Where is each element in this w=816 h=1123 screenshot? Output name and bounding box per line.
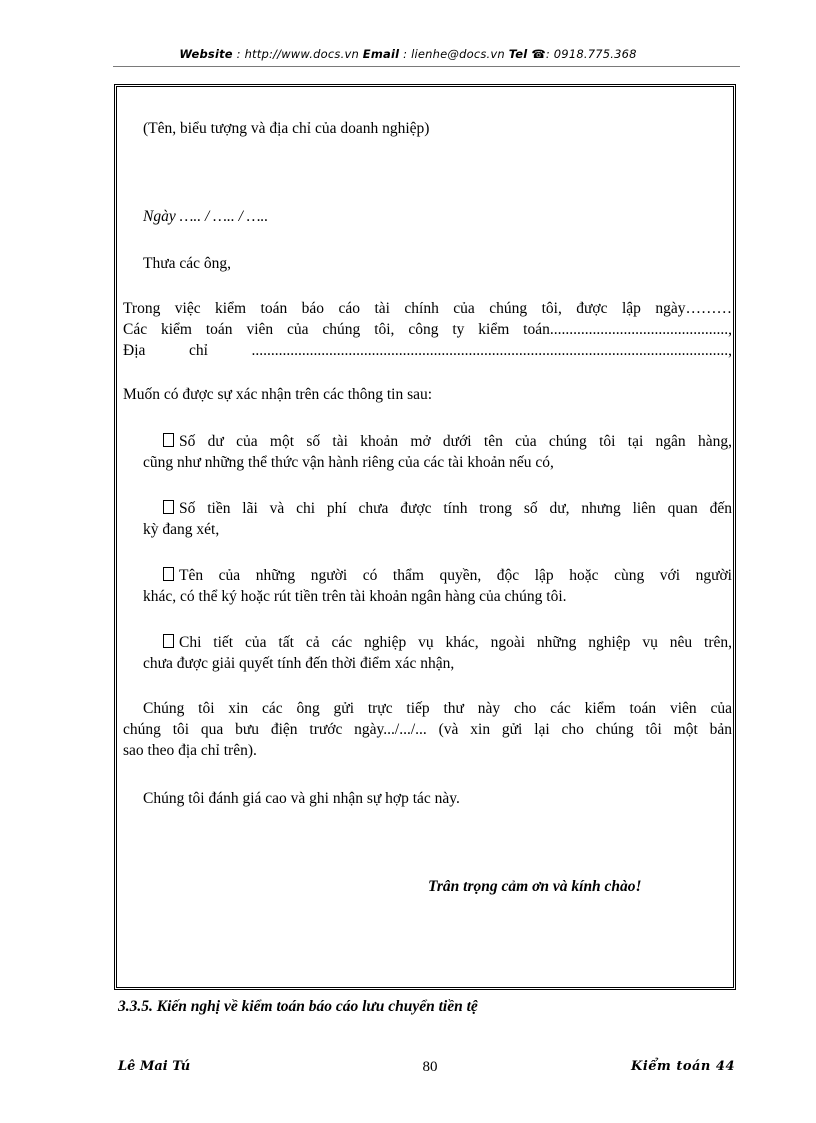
- tel-label: Tel: [508, 47, 528, 61]
- email-label: Email: [362, 47, 400, 61]
- item-3-line-1: Tên của những người có thẩm quyền, độc lập hoặc cùng với người: [163, 565, 732, 586]
- intro-line-1: Trong việc kiểm toán báo cáo tài chính của chúng tôi, được lập ngày………: [123, 300, 732, 317]
- closing-line: Trân trọng cảm ơn và kính chào!: [428, 878, 642, 895]
- item-4-line-2: chưa được giải quyết tính đến thời điểm xác nhận,: [143, 655, 455, 672]
- company-placeholder: (Tên, biểu tượng và địa chỉ của doanh nghiệp): [143, 120, 430, 137]
- request-line: Muốn có được sự xác nhận trên các thông tin sau:: [123, 386, 433, 403]
- website-value: : http://www.docs.vn: [232, 47, 363, 61]
- appreciation-line: Chúng tôi đánh giá cao và ghi nhận sự hợp tác này.: [143, 790, 460, 807]
- body-line-2: chúng tôi qua bưu điện trước ngày.../.../... (và xin gửi lại cho chúng tôi một bản: [123, 721, 732, 738]
- website-label: Website: [179, 47, 233, 61]
- item-3-line-2: khác, có thể ký hoặc rút tiền trên tài khoản ngân hàng của chúng tôi.: [143, 588, 567, 605]
- email-value: : lienhe@docs.vn: [399, 47, 509, 61]
- date-line: Ngày ….. / ….. / …..: [143, 208, 269, 225]
- footer-author: Lê Mai Tú: [118, 1059, 191, 1074]
- checkbox-icon: [163, 433, 174, 447]
- item-4-line-1: Chi tiết của tất cả các nghiệp vụ khác, ngoài những nghiệp vụ nêu trên,: [163, 632, 732, 653]
- intro-line-2: Các kiểm toán viên của chúng tôi, công ty kiểm toán..............................................,: [123, 321, 732, 338]
- section-heading: 3.3.5. Kiến nghị về kiểm toán báo cáo lưu chuyển tiền tệ: [118, 998, 478, 1015]
- tel-value: : 0918.775.368: [545, 47, 637, 61]
- header-divider: [113, 66, 740, 67]
- item-2-line-2: kỳ đang xét,: [143, 521, 220, 538]
- footer-course: Kiểm toán 44: [631, 1059, 735, 1074]
- body-line-1: Chúng tôi xin các ông gửi trực tiếp thư này cho các kiểm toán viên của: [143, 700, 732, 717]
- item-1-line-1: Số dư của một số tài khoản mở dưới tên của chúng tôi tại ngân hàng,: [163, 431, 732, 452]
- intro-line-3: Địa chỉ ...........................................................................................................................,: [123, 342, 732, 359]
- checkbox-icon: [163, 634, 174, 648]
- checkbox-icon: [163, 567, 174, 581]
- page-number: 80: [422, 1059, 438, 1075]
- item-1-line-2: cũng như những thể thức vận hành riêng của các tài khoản nếu có,: [143, 454, 554, 471]
- page-header: [0, 47, 816, 61]
- salutation: Thưa các ông,: [143, 255, 232, 272]
- phone-icon: ☎: [531, 47, 546, 61]
- item-2-line-1: Số tiền lãi và chi phí chưa được tính trong số dư, nhưng liên quan đến: [163, 498, 732, 519]
- body-line-3: sao theo địa chỉ trên).: [123, 742, 257, 759]
- checkbox-icon: [163, 500, 174, 514]
